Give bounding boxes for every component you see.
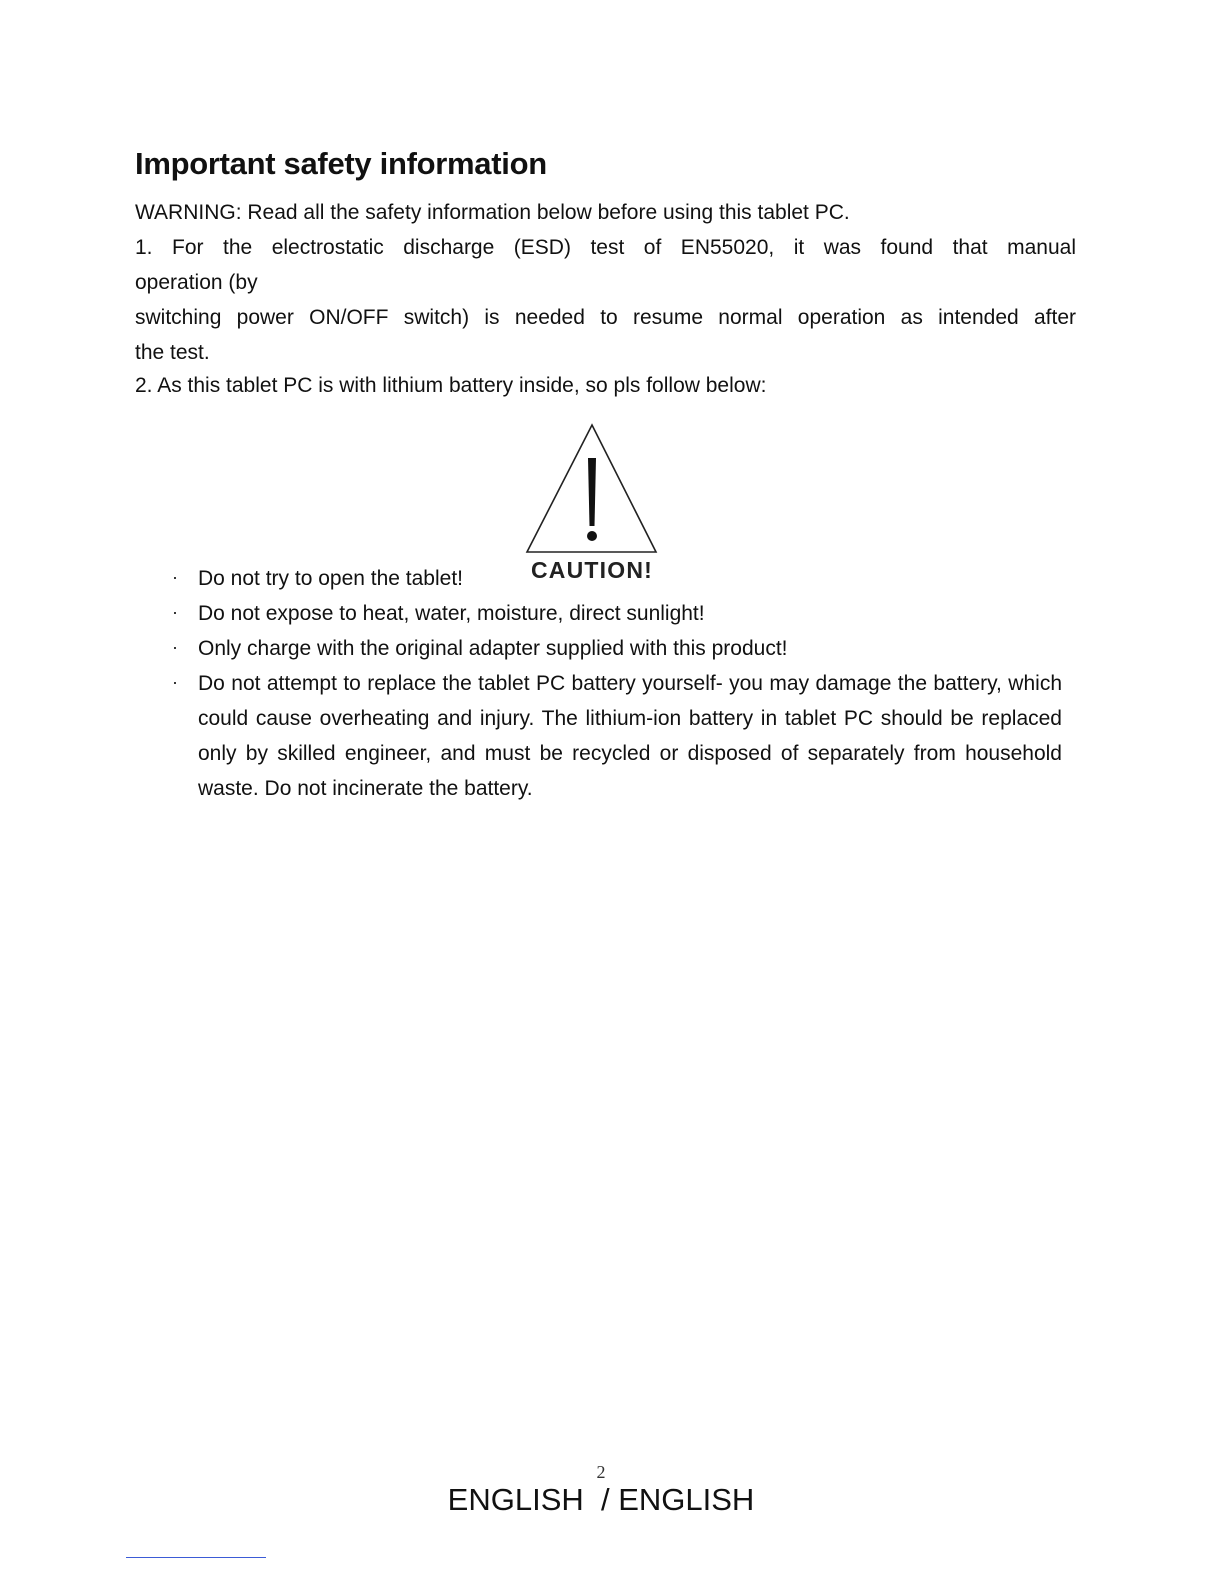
bullet-item-3: Only charge with the original adapter supplied with this product! [198,637,788,660]
item-1-line-2: operation (by [135,271,258,294]
bullet-item-4: Do not attempt to replace the tablet PC battery yourself- you may damage the battery, which could cause overheating and injury. The lithium-ion battery in tablet PC should be replaced only by skilled engineer, and must be recycled or disposed of separately from household waste. Do not incinerate the battery. [198,672,1062,800]
item-1-line-3: switching power ON/OFF switch) is needed to resume normal operation as intended after [135,306,1076,329]
bullet-marker: · [172,637,178,657]
footer-language-text: ENGLISH / ENGLISH [447,1482,755,1517]
caution-label: CAUTION! [530,557,654,583]
caution-warning-triangle-icon [522,422,662,584]
bullet-item-1: Do not try to open the tablet! [198,567,464,590]
item-2-line: 2. As this tablet PC is with lithium battery inside, so pls follow below: [135,374,767,397]
footer-divider [126,1557,266,1558]
page-title: Important safety information [135,146,547,181]
item-1-line-4: the test. [135,341,210,364]
bullet-marker: · [172,602,178,622]
warning-line: WARNING: Read all the safety information below before using this tablet PC. [135,201,850,224]
item-1-line-1: 1. For the electrostatic discharge (ESD) test of EN55020, it was found that manual [135,236,1076,259]
bullet-marker: · [172,672,178,692]
bullet-item-2: Do not expose to heat, water, moisture, direct sunlight! [198,602,705,625]
page-number: 2 [596,1462,606,1482]
footer-language-label [0,1482,1202,1518]
caution-sign [522,422,662,584]
bullet-marker: · [172,567,178,587]
